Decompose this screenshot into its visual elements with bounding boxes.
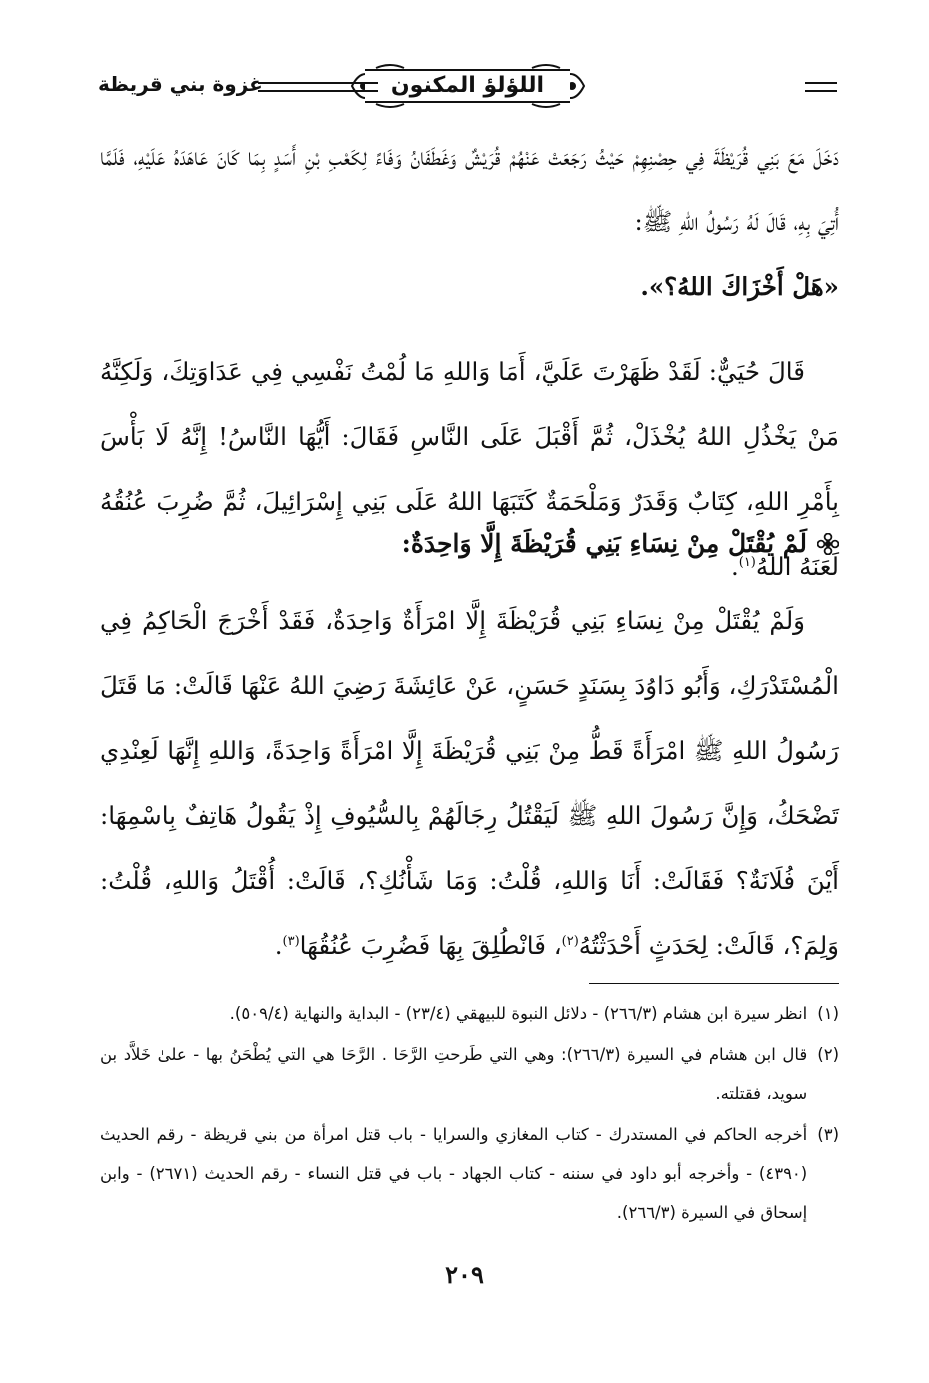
- footnote-2: [100, 1035, 839, 1113]
- paragraph-2-end: .: [730, 552, 739, 581]
- footnote-number: (٢): [817, 1045, 839, 1064]
- book-title: اللؤلؤ المكنون: [365, 69, 570, 103]
- footnote-ref-1[interactable]: (١): [738, 554, 756, 570]
- footnote-text: أخرجه الحاكم في المستدرك - كتاب المغازي والسرايا - باب قتل امرأة من بني قريظة - رقم الحديث (٤٣٩٠) - وأخرجه أبو داود في سننه - كتاب الجهاد - باب في قتل النساء - رقم الحديث (٢٦٧١) - وابن إسحاق في السيرة (٢٦٦/٣).: [100, 1125, 808, 1222]
- paragraph-1: [100, 124, 839, 319]
- footnote-separator: [589, 983, 839, 984]
- running-header: [98, 56, 837, 118]
- paragraph-3-end: .: [274, 931, 283, 960]
- chapter-title: غزوة بني قريظة: [98, 72, 263, 96]
- paragraph-3-text: وَلَمْ يُقْتَلْ مِنْ نِسَاءِ بَنِي قُرَيْظَةَ إِلَّا امْرَأَةٌ وَاحِدَةٌ، فَقَدْ أَخْرَجَ الْحَاكِمُ فِي الْمُسْتَدْرَكِ، وَأَبُو دَاوُدَ بِسَنَدٍ حَسَنٍ، عَنْ عَائِشَةَ رَضِيَ اللهُ عَنْهَا قَالَتْ: مَا قَتَلَ رَسُولُ اللهِ ﷺ امْرَأَةً قَطُّ مِنْ بَنِي قُرَيْظَةَ إِلَّا امْرَأَةً وَاحِدَةً، وَاللهِ إِنَّهَا لَعِنْدِي تَضْحَكُ، وَإِنَّ رَسُولَ اللهِ ﷺ لَيَقْتُلُ رِجَالَهُمْ بِالسُّيُوفِ إِذْ يَقُولُ هَاتِفٌ بِاسْمِهَا: أَيْنَ فُلَانَةٌ؟ فَقَالَتْ: أَنَا وَاللهِ، قُلْتُ: وَمَا شَأْنُكِ؟، قَالَتْ: أُقْتَلُ وَاللهِ، قُلْتُ: وَلِمَ؟، قَالَتْ: لِحَدَثٍ أَحْدَثْتُهُ: [100, 606, 839, 960]
- paragraph-2-text: قَالَ حُيَيٌّ: لَقَدْ ظَهَرْتَ عَلَيَّ، أَمَا وَاللهِ مَا لُمْتُ نَفْسِي فِي عَدَاوَتِكَ، وَلَكِنَّهُ مَنْ يَخْذُلِ اللهُ يُخْذَلْ، ثُمَّ أَقْبَلَ عَلَى النَّاسِ فَقَالَ: أَيُّهَا النَّاسُ! إِنَّهُ لَا بَأْسَ بِأَمْرِ اللهِ، كِتَابٌ وَقَدَرٌ وَمَلْحَمَةٌ كَتَبَهَا اللهُ عَلَى بَنِي إِسْرَائِيلَ، ثُمَّ ضُرِبَ عُنُقُهُ لَعَنَهُ اللهُ: [100, 357, 839, 581]
- footnote-ref-2[interactable]: (٢): [561, 933, 579, 949]
- main-text-2: [100, 588, 839, 978]
- book-title-frame: [350, 60, 586, 112]
- footnote-number: (٣): [817, 1125, 839, 1144]
- header-rule-right: [805, 82, 837, 92]
- footnote-3: [100, 1115, 839, 1232]
- prophet-quote: «هَلْ أَخْزَاكَ اللهُ؟».: [640, 272, 839, 301]
- section-heading-text: لَمْ يُقْتَلْ مِنْ نِسَاءِ بَنِي قُرَيْظَةَ إِلَّا وَاحِدَةٌ:: [401, 529, 807, 558]
- footnote-1: [100, 994, 839, 1033]
- page-number: ٢٠٩: [445, 1260, 484, 1289]
- paragraph-1-text: دَخَلَ مَعَ بَنِي قُرَيْظَةَ فِي حِصْنِهِمْ حَيْثُ رَجَعَتْ عَنْهُمْ قُرَيْشٌ وَغَطَفَانُ وَفَاءً لِكَعْبِ بْنِ أَسَدٍ بِمَا كَانَ عَاهَدَهُ عَلَيْهِ، فَلَمَّا أُتِيَ بِهِ، قَالَ لَهُ رَسُولُ اللهِ ﷺ:: [100, 142, 839, 236]
- footnote-number: (١): [817, 1004, 839, 1023]
- paragraph-3-text-2: ، فَانْطُلِقَ بِهَا فَضُرِبَ عُنُقُهَا: [299, 931, 562, 960]
- footnote-text: قال ابن هشام في السيرة (٢٦٦/٣): وهي التي طَرحتِ الرَّحَا . الرَّحَا هي التي يُطْحَنُ بها - علىٰ خَلاَّد بن سويد، فقتلته.: [100, 1045, 808, 1103]
- footnotes: [100, 994, 839, 1232]
- footnote-ref-3[interactable]: (٣): [282, 933, 300, 949]
- footnote-text: انظر سيرة ابن هشام (٢٦٦/٣) - دلائل النبوة للبيهقي (٢٣/٤) - البداية والنهاية (٥٠٩/٤).: [229, 1004, 808, 1023]
- header-rule-left: [258, 82, 378, 92]
- paragraph-3: [100, 588, 839, 978]
- section-heading: [100, 524, 839, 564]
- flower-icon: [817, 533, 839, 555]
